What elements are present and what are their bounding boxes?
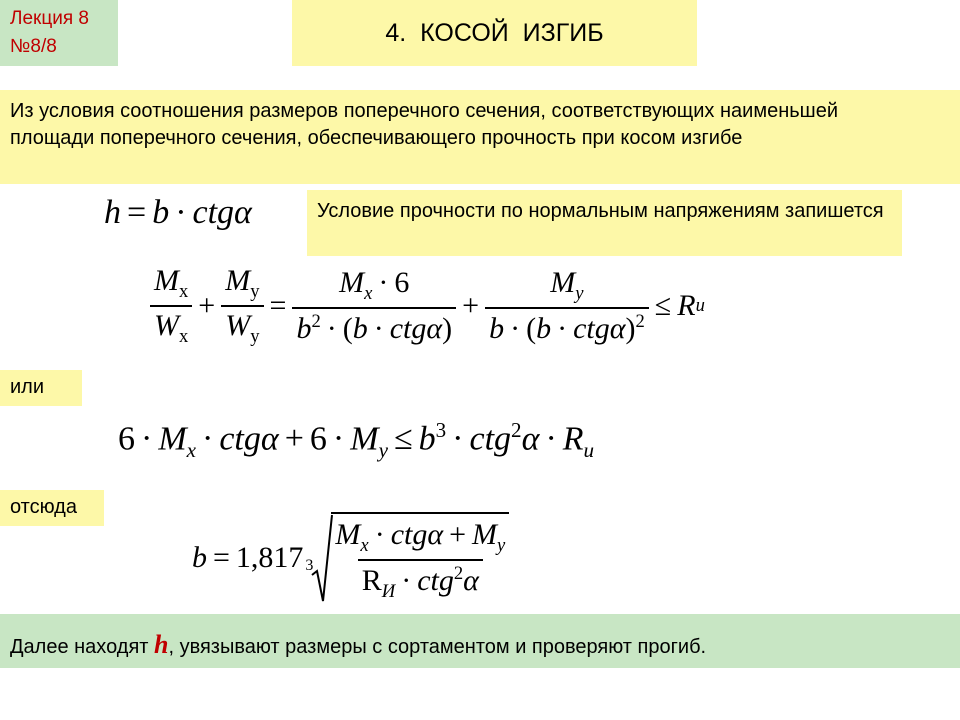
h-relation-formula: h = b · ctgα [104, 194, 252, 231]
hence-label-box [0, 490, 104, 526]
strength-inequality-formula: $\frac{M_x}{W_x}$ + $\frac{M_y}{W_y}$ = $\frac{M_x \cdot 6}{b^2 \cdot (b \cdot ctg\alpha)}$ + $\frac{M_y}{b \cdot (b \cdot ctg\alpha)^2}$ ≤ R и [150, 264, 705, 348]
conclusion-box [0, 614, 960, 668]
conclusion-h: h [153, 630, 169, 659]
title-box [292, 0, 697, 66]
lecture-label: Лекция 8 [10, 8, 89, 29]
b-result-formula: b = 1,817 3 $\frac{M_x \cdot ctg\alpha + M_y}{R_И \cdot ctg^2\alpha}$ [192, 512, 509, 603]
strength-condition-text: Условие прочности по нормальным напряжениям запишется [317, 200, 884, 222]
my-expanded-fraction: $\frac{M_y}{b \cdot (b \cdot ctg\alpha)^2}$ [485, 266, 649, 346]
hence-label: отсюда [10, 496, 77, 518]
radical-sign-icon [311, 513, 333, 603]
coefficient: 1,817 [235, 540, 304, 574]
conclusion-suffix: , увязывают размеры с сортаментом и проверяют прогиб. [168, 636, 707, 658]
conclusion-text [10, 630, 706, 660]
mx-expanded-fraction: $\frac{M_x \cdot 6}{b^2 \cdot (b \cdot ctg\alpha)}$ [292, 266, 456, 346]
radicand-fraction: $\frac{M_x \cdot ctg\alpha + M_y}{R_И \cdot ctg^2\alpha}$ [331, 512, 509, 603]
my-wy-fraction: $\frac{M_y}{W_y}$ [221, 264, 263, 348]
lecture-label-box [0, 0, 118, 66]
intro-box [0, 90, 960, 184]
slide-title: 4. КОСОЙ ИЗГИБ [385, 18, 604, 47]
strength-condition-box [307, 190, 902, 256]
simplified-inequality-formula: $6 \cdot M_x \cdot ctg\alpha + 6 \cdot M_y \le b^3 \cdot ctg^2\alpha \cdot R_и$ [118, 418, 595, 463]
mx-wx-fraction: $\frac{M_x}{W_x}$ [150, 264, 192, 348]
slide-number: №8/8 [10, 36, 57, 57]
or-label: или [10, 376, 45, 398]
or-label-box [0, 370, 82, 406]
intro-text: Из условия соотношения размеров поперечного сечения, соответствующих наименьшей площади поперечного сечения, обеспечивающего прочность при косом изгибе [10, 100, 839, 149]
conclusion-prefix: Далее находят [10, 636, 154, 658]
